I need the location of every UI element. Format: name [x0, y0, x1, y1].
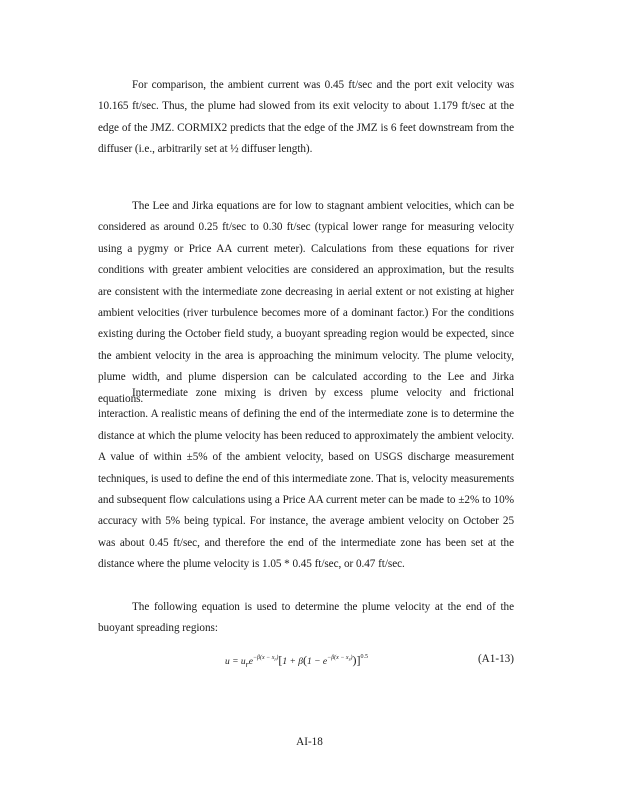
paragraph-intermediate-zone: Intermediate zone mixing is driven by excess plume velocity and frictional interaction. A realistic means of defining the end of the intermediate zone is to determine the distance at which the plume velocity has been reduced to approximately the ambient velocity. A value of within ±5% of the ambient velocity, based on USGS discharge measurement techniques, is used to define the end of this intermediate zone. That is, velocity measurements and subsequent flow calculations using a Price AA current meter can be made to ±2% to 10% accuracy with 5% being typical. For instance, the average ambient velocity on October 25 was about 0.45 ft/sec, and therefore the end of the intermediate zone has been set at the distance where the plume velocity is 1.05 * 0.45 ft/sec, or 0.47 ft/sec. — [98, 387, 514, 571]
paragraph-ambient-comparison: For comparison, the ambient current was 0.45 ft/sec and the port exit velocity was 10.165 ft/sec. Thus, the plume had slowed from its exit velocity to about 1.179 ft/sec at the edge of the JMZ. CORMIX2 predicts that the edge of the JMZ is 6 feet downstream from the diffuser (i.e., arbitrarily set at ½ diffuser length). — [98, 79, 514, 156]
paragraph-equation-intro: The following equation is used to determine the plume velocity at the end of the buoyant spreading regions: — [98, 601, 514, 635]
paragraph-lee-jirka-equations: The Lee and Jirka equations are for low to stagnant ambient velocities, which can be considered as around 0.25 ft/sec to 0.30 ft/sec (typical lower range for measuring velocity using a pygmy or Price AA current meter). Calculations from these equations for river conditions with greater ambient velocities are considered an approximation, but the results are consistent with the intermediate zone decreasing in aerial extent or not existing at higher ambient velocities (river turbulence becomes more of a dominant factor.) For the conditions existing during the October field study, a buoyant spreading region would be expected, since the ambient velocity in the area is approaching the minimum velocity. The plume velocity, plume width, and plume dispersion can be calculated according to the Lee and Jirka equations. — [98, 200, 514, 405]
plume-velocity-equation: $u = u_re^{-\beta(x - x_r)}[1 + \beta(1 - e^{-\beta(x - x_r)})]^{0.5}$ — [225, 653, 369, 669]
equation-number: (A1-13) — [477, 653, 514, 665]
page-number: AI-18 — [296, 736, 323, 748]
equation-row — [98, 651, 514, 675]
